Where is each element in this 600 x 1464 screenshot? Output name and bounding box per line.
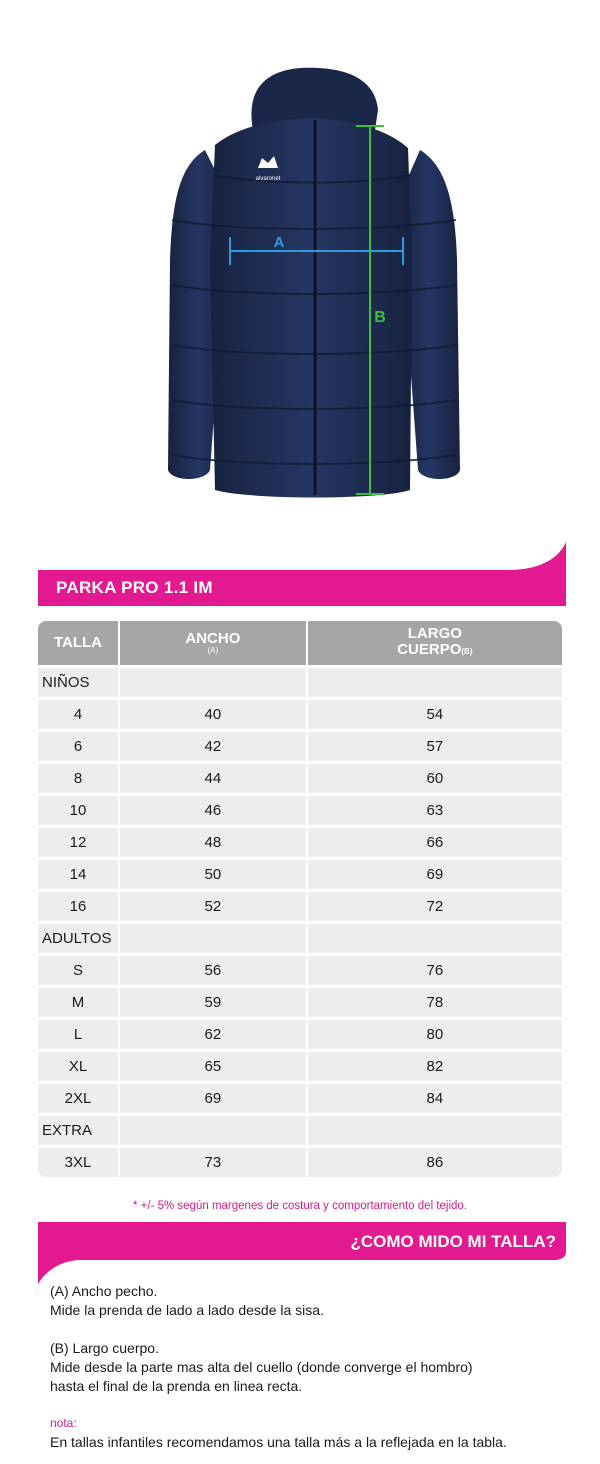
table-row: 4 40 54 <box>38 700 562 729</box>
header-largo: LARGO CUERPO(B) <box>308 621 562 665</box>
how-to-measure-banner <box>38 1222 566 1284</box>
jacket-image <box>0 0 600 540</box>
table-row: S 56 76 <box>38 956 562 985</box>
measuring-instructions <box>50 1282 580 1452</box>
nota-text: En tallas infantiles recomendamos una talla más a la reflejada en la tabla. <box>50 1434 507 1450</box>
table-row: 8 44 60 <box>38 764 562 793</box>
instruction-a-text: Mide la prenda de lado a lado desde la sisa. <box>50 1302 324 1318</box>
table-row: M 59 78 <box>38 988 562 1017</box>
table-row: 10 46 63 <box>38 796 562 825</box>
table-row: 12 48 66 <box>38 828 562 857</box>
group-row: ADULTOS <box>38 924 562 953</box>
instruction-b-text-1: Mide desde la parte mas alta del cuello (donde converge el hombro) <box>50 1359 473 1375</box>
group-row: NIÑOS <box>38 668 562 697</box>
group-row: EXTRA <box>38 1116 562 1145</box>
product-title-banner <box>38 542 566 606</box>
product-title: PARKA PRO 1.1 IM <box>56 578 213 597</box>
header-talla: TALLA <box>38 621 118 665</box>
tolerance-footnote: * +/- 5% según margenes de costura y comportamiento del tejido. <box>133 1200 467 1212</box>
label-a: A <box>273 234 285 251</box>
table-row: 16 52 72 <box>38 892 562 921</box>
svg-text:alvaronet: alvaronet <box>255 176 281 182</box>
label-b: B <box>374 309 386 326</box>
nota-label: nota: <box>50 1416 77 1430</box>
table-row: 6 42 57 <box>38 732 562 761</box>
instruction-b-text-2: hasta el final de la prenda en linea recta. <box>50 1378 303 1394</box>
product-illustration <box>0 0 600 540</box>
table-row: L 62 80 <box>38 1020 562 1049</box>
size-chart-table <box>36 618 564 1180</box>
instruction-b-title: (B) Largo cuerpo. <box>50 1340 159 1356</box>
table-header-row <box>38 621 562 665</box>
how-to-measure-title: ¿COMO MIDO MI TALLA? <box>350 1232 556 1251</box>
table-row: 2XL 69 84 <box>38 1084 562 1113</box>
table-row: XL 65 82 <box>38 1052 562 1081</box>
instruction-a-title: (A) Ancho pecho. <box>50 1283 158 1299</box>
table-row: 14 50 69 <box>38 860 562 889</box>
header-ancho: ANCHO (A) <box>120 621 306 665</box>
table-row: 3XL 73 86 <box>38 1148 562 1177</box>
